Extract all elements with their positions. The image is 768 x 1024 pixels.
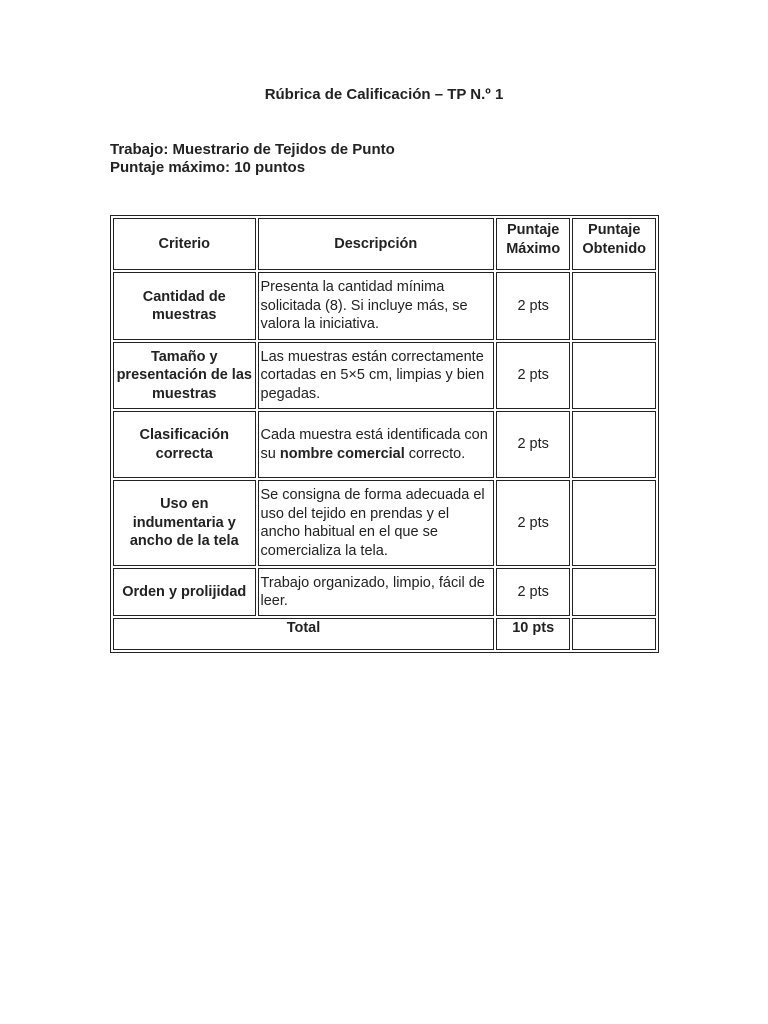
obtained-score-cell	[572, 272, 656, 340]
criterion-cell: Orden y prolijidad	[113, 568, 256, 616]
criterion-cell: Cantidad de muestras	[113, 272, 256, 340]
document-meta	[110, 141, 395, 177]
total-label: Total	[113, 618, 494, 650]
header-criterion: Criterio	[113, 218, 256, 270]
header-max-line2: Máximo	[506, 240, 561, 257]
max-score-cell: 2 pts	[496, 272, 571, 340]
total-obtained-score	[572, 618, 656, 650]
description-text: Cada muestra está identificada con su	[260, 427, 488, 462]
rubric-table	[110, 215, 659, 653]
header-max-score	[496, 218, 571, 270]
criterion-cell: Clasificación correcta	[113, 411, 256, 478]
header-description: Descripción	[258, 218, 494, 270]
description-bold-text: nombre comercial	[279, 445, 405, 462]
description-cell: Trabajo organizado, limpio, fácil de leer.	[258, 568, 494, 616]
obtained-score-cell	[572, 342, 656, 409]
table-row	[113, 272, 656, 340]
document-title: Rúbrica de Calificación – TP N.º 1	[264, 86, 504, 103]
max-score-label: Puntaje máximo: 10 puntos	[110, 159, 306, 176]
table-row	[113, 411, 656, 478]
table-header-row	[113, 218, 656, 270]
max-score-cell: 2 pts	[496, 411, 571, 478]
description-text: correcto.	[404, 445, 466, 462]
table-row	[113, 342, 656, 409]
total-row	[113, 618, 656, 650]
header-obtained-line2: Obtenido	[582, 240, 647, 257]
description-cell	[258, 411, 494, 478]
description-cell: Presenta la cantidad mínima solicitada (8). Si incluye más, se valora la iniciativa.	[258, 272, 494, 340]
max-score-cell: 2 pts	[496, 342, 571, 409]
header-max-line1: Puntaje	[507, 222, 560, 238]
description-cell: Se consigna de forma adecuada el uso del tejido en prendas y el ancho habitual en el que se comercializa la tela.	[258, 480, 494, 566]
table-row	[113, 480, 656, 566]
max-score-cell: 2 pts	[496, 568, 571, 616]
obtained-score-cell	[572, 411, 656, 478]
work-label: Trabajo: Muestrario de Tejidos de Punto	[110, 141, 395, 158]
header-obtained-line1: Puntaje	[588, 222, 641, 238]
table-row	[113, 568, 656, 616]
criterion-cell: Uso en indumentaria y ancho de la tela	[113, 480, 256, 566]
header-obtained-score	[572, 218, 656, 270]
description-cell: Las muestras están correctamente cortadas en 5×5 cm, limpias y bien pegadas.	[258, 342, 494, 409]
obtained-score-cell	[572, 480, 656, 566]
obtained-score-cell	[572, 568, 656, 616]
criterion-cell: Tamaño y presentación de las muestras	[113, 342, 256, 409]
total-max-score: 10 pts	[496, 618, 571, 650]
max-score-cell: 2 pts	[496, 480, 571, 566]
